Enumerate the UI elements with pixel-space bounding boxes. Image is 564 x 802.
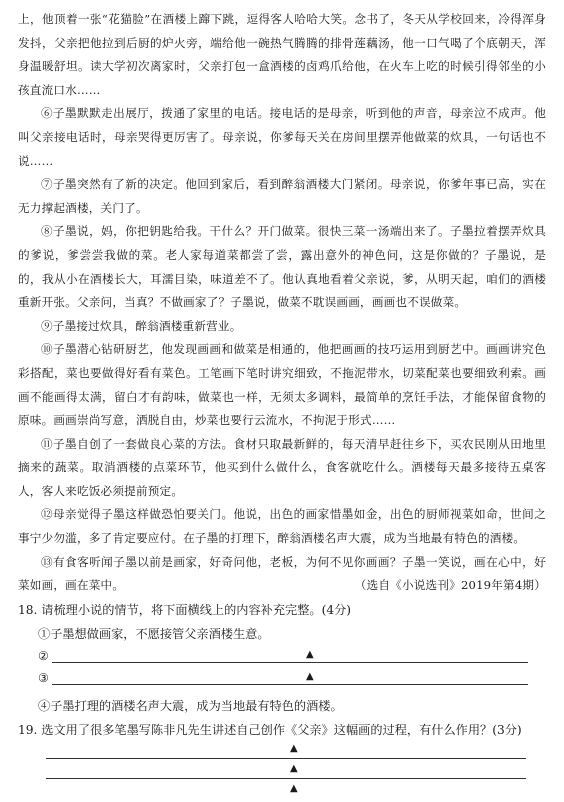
paragraph-12: ⑫母亲觉得子墨这样做恐怕要关门。他说，出色的画家惜墨如金，出色的厨师视菜如命，世间之事宁少勿滥，多了肯定要应付。在子墨的打理下，醉翁酒楼名声大震，成为当地最有特色的酒楼。: [18, 507, 546, 546]
source-citation: （选自《小说选刊》2019年第4期）: [354, 578, 546, 593]
answer-line[interactable]: [46, 778, 526, 779]
answer-marker-icon: ▲: [290, 742, 298, 754]
answer-marker-icon: ▲: [306, 648, 314, 660]
exam-page: [18, 8, 546, 802]
paragraph-10: ⑩子墨潜心钻研厨艺，他发现画画和做菜是相通的，他把画画的技巧运用到厨艺中。画画讲究色彩搭配，菜也要做得好看有菜色。工笔画下笔时讲究细致，不拖泥带水，切菜配菜也要细致利索。画画不能画得太满，留白才有韵味，做菜也一样，无须太多调料，最简单的烹饪手法，才能保留食物的原味。画画崇尚写意，洒脱自由，炒菜也要行云流水，不拘泥于形式……: [18, 342, 546, 428]
paragraph-13: ⑬有食客听闻子墨以前是画家，好奇问他，老板，为何不见你画画？子墨一笑说，画在心中，好菜如画，画在菜中。: [18, 554, 546, 593]
answer-line[interactable]: [52, 684, 528, 685]
q19-answer-line-1[interactable]: [18, 742, 546, 762]
paragraph-8: ⑧子墨说，妈，你把钥匙给我。干什么？开门做菜。很快三菜一汤端出来了。子墨拉着摆弄炊具的爹说，爹尝尝我做的菜。老人家每道菜都尝了尝，露出意外的神色问，这是你做的？子墨说，是的，我从小在酒楼长大，耳濡目染，味道差不了。他认真地看着父亲说，爹，从明天起，咱们的酒楼重新开张。父亲问，当真？不做画家了？子墨说，做菜不耽误画画，画画也不误做菜。: [18, 224, 546, 310]
q19-answer-line-3[interactable]: [18, 782, 546, 802]
plot-answer-2[interactable]: [38, 646, 546, 668]
plot-item-4: ④子墨打理的酒楼名声大震，成为当地最有特色的酒楼。: [38, 698, 343, 713]
question-18-title: 18. 请梳理小说的情节，将下面横线上的内容补充完整。(4分): [18, 602, 352, 617]
paragraph-7: ⑦子墨突然有了新的决定。他回到家后，看到醉翁酒楼大门紧闭。母亲说，你爹年事已高，实在无力撑起酒楼，关门了。: [18, 177, 546, 215]
plot-item-1: ①子墨想做画家，不愿接管父亲酒楼生意。: [38, 626, 270, 641]
paragraph-13-block: [18, 551, 546, 598]
answer-marker-icon: ▲: [290, 782, 298, 794]
question-19-title: 19. 选文用了很多笔墨写陈非凡先生讲述自己创作《父亲》这幅画的过程，有什么作用？(3分): [18, 722, 522, 737]
plot-number-2: ②: [38, 648, 49, 663]
paragraph-9: ⑨子墨接过炊具，醉翁酒楼重新营业。: [41, 318, 242, 333]
answer-line[interactable]: [52, 662, 528, 663]
paragraph-5-continued: 上，他顶着一张“花猫脸”在酒楼上蹿下跳，逗得客人哈哈大笑。念书了，冬天从学校回来，冷得浑身发抖，父亲把他拉到后厨的炉火旁，端给他一碗热气腾腾的排骨莲藕汤，他一口气喝了个底朝天，浑身温暖舒坦。读大学初次离家时，父亲打包一盒酒楼的卤鸡爪给他，在火车上吃的时候引得邻坐的小孩直流口水……: [18, 12, 546, 97]
answer-marker-icon: ▲: [290, 762, 298, 774]
plot-answer-3[interactable]: [38, 668, 546, 690]
answer-marker-icon: ▲: [306, 670, 314, 682]
paragraph-6: ⑥子墨默默走出展厅，拨通了家里的电话。接电话的是母亲，听到他的声音，母亲泣不成声。他叫父亲接电话时，母亲哭得更厉害了。母亲说，你爹每天关在房间里摆弄他做菜的炊具，一句话也不说……: [18, 106, 546, 168]
plot-number-3: ③: [38, 670, 49, 685]
paragraph-11: ⑪子墨自创了一套做良心菜的方法。食材只取最新鲜的，每天清早赶往乡下，买农民刚从田地里摘来的蔬菜。取消酒楼的点菜环节，他买到什么做什么，食客就吃什么。酒楼每天最多接待五桌客人，客人来吃饭必须提前预定。: [18, 436, 546, 498]
q19-answer-line-2[interactable]: [18, 762, 546, 782]
